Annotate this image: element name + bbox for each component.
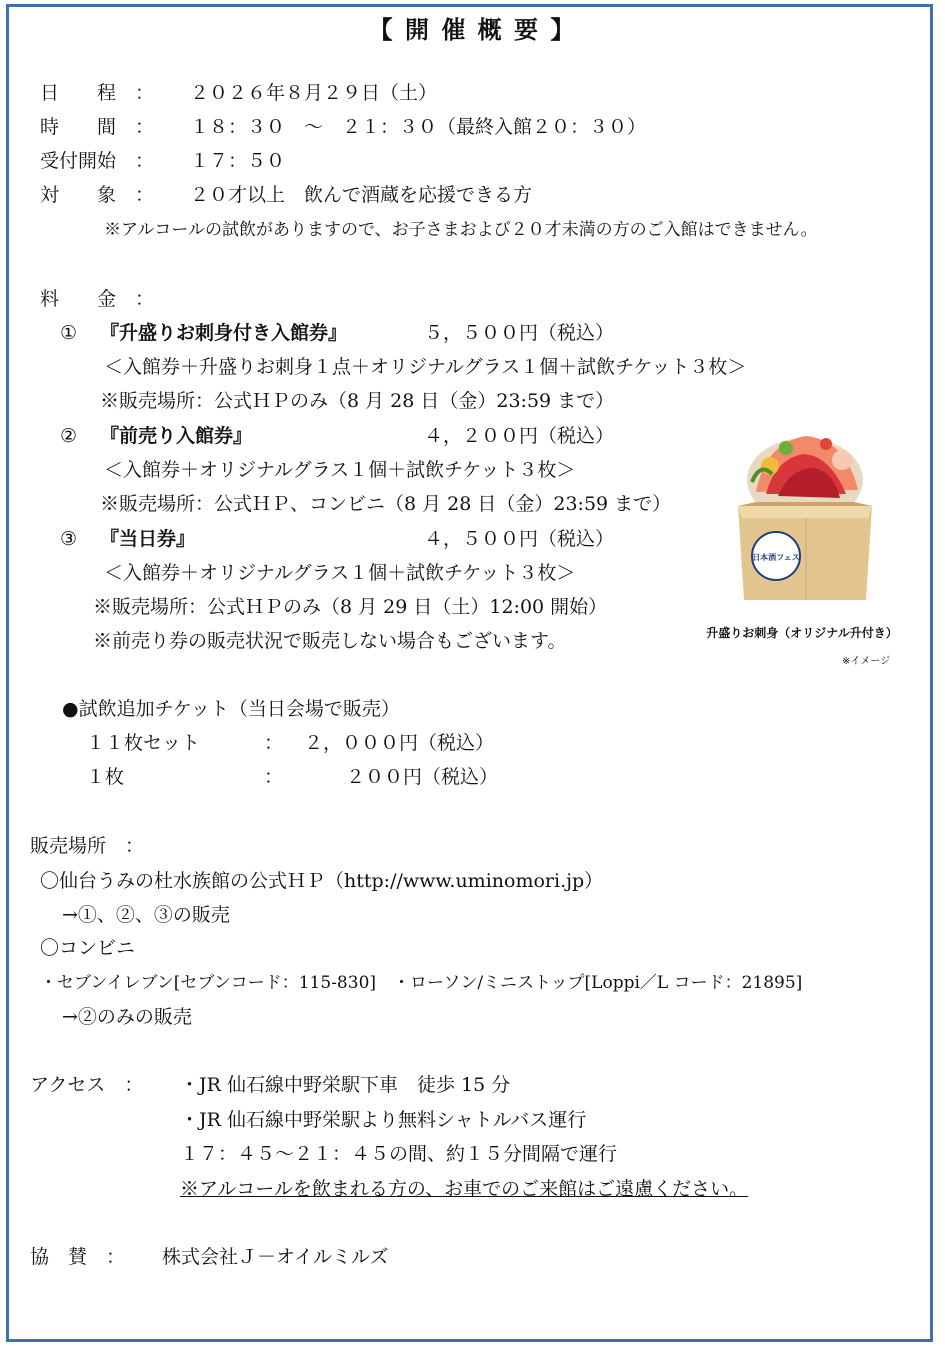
fee-item-3-content: ＜入館券＋オリジナルグラス１個＋試飲チケット３枚＞: [104, 562, 576, 584]
fee-item-2-content: ＜入館券＋オリジナルグラス１個＋試飲チケット３枚＞: [104, 459, 576, 481]
tasting-set-label: １１枚セット: [86, 732, 201, 754]
target-value: ２０才以上 飲んで酒蔵を応援できる方: [190, 184, 533, 206]
fee-item-2-name: 『前売り入館券』: [100, 425, 253, 447]
tasting-single-price: ２００円（税込）: [346, 766, 499, 788]
access-warning: ※アルコールを飲まれる方の、お車でのご来館はご遠慮ください。: [180, 1178, 749, 1200]
page-title: 【 開 催 概 要 】: [368, 15, 577, 44]
fee-item-1-sales: ※販売場所：公式ＨＰのみ（8 月 28 日（金）23:59 まで）: [100, 390, 615, 412]
time-value: １８：３０ ～ ２１：３０（最終入館２０：３０）: [190, 116, 647, 138]
fee-item-3-num: ③: [60, 528, 78, 550]
masu-logo-text: 日本酒フェス: [752, 553, 800, 562]
presale-note: ※前売り券の販売状況で販売しない場合もございます。: [93, 630, 567, 652]
fee-item-1-price: ５，５００円（税込）: [424, 322, 615, 344]
image-caption: 升盛りお刺身（オリジナル升付き）: [706, 626, 898, 640]
fee-item-2-sales: ※販売場所：公式ＨＰ、コンビニ（8 月 28 日（金）23:59 まで）: [100, 493, 672, 515]
date-label: 日 程 ：: [40, 82, 155, 104]
time-label: 時 間 ：: [40, 116, 155, 138]
fee-item-2-num: ②: [60, 425, 78, 447]
image-note: ※イメージ: [842, 656, 891, 667]
access-line-1: ・JR 仙石線中野栄駅下車 徒歩 15 分: [180, 1074, 511, 1096]
fee-item-1-content: ＜入館券＋升盛りお刺身１点＋オリジナルグラス１個＋試飲チケット３枚＞: [104, 356, 747, 378]
sponsor-value: 株式会社Ｊ－オイルミルズ: [162, 1246, 389, 1268]
tasting-single-label: １枚: [86, 766, 125, 788]
fee-item-1-name: 『升盛りお刺身付き入館券』: [100, 322, 348, 344]
tasting-single-colon: ：: [264, 766, 284, 788]
access-line-2: ・JR 仙石線中野栄駅より無料シャトルバス運行: [180, 1109, 587, 1131]
sales-stores: ・セブンイレブン[セブンコード：115-830] ・ローソン/ミニストップ[Loppi／L コード：21895]: [40, 973, 803, 993]
tasting-set-price: ２，０００円（税込）: [304, 732, 495, 754]
access-label: アクセス ：: [30, 1074, 144, 1096]
sales-official: 〇仙台うみの杜水族館の公式ＨＰ（http://www.uminomori.jp）: [40, 870, 604, 892]
fee-item-2-price: ４，２００円（税込）: [424, 425, 615, 447]
tasting-heading: ●試飲追加チケット（当日会場で販売）: [62, 698, 400, 720]
sales-places-label: 販売場所 ：: [30, 835, 145, 857]
tasting-set-colon: ：: [264, 732, 284, 754]
target-label: 対 象 ：: [40, 184, 155, 206]
date-value: ２０２６年８月２９日（土）: [190, 82, 438, 104]
access-line-3: １７：４５～２１：４５の間、約１５分間隔で運行: [180, 1143, 618, 1165]
sashimi-masu-image: [726, 422, 884, 612]
sales-convenience: 〇コンビニ: [40, 937, 136, 959]
fee-item-1-num: ①: [60, 322, 78, 344]
fee-item-3-sales: ※販売場所：公式ＨＰのみ（8 月 29 日（土）12:00 開始）: [93, 596, 608, 618]
fee-item-3-price: ４，５００円（税込）: [424, 528, 615, 550]
target-note: ※アルコールの試飲がありますので、お子さまおよび２０才未満の方のご入館はできません。: [104, 220, 818, 240]
sponsor-label: 協 賛 ：: [30, 1246, 126, 1268]
sales-official-arrow: →①、②、③の販売: [62, 904, 230, 926]
fee-label: 料 金 ：: [40, 288, 155, 310]
fee-item-3-name: 『当日券』: [100, 528, 196, 550]
sales-convenience-arrow: →②のみの販売: [62, 1006, 192, 1028]
reception-value: １７：５０: [190, 150, 286, 172]
reception-label: 受付開始 ：: [40, 150, 155, 172]
